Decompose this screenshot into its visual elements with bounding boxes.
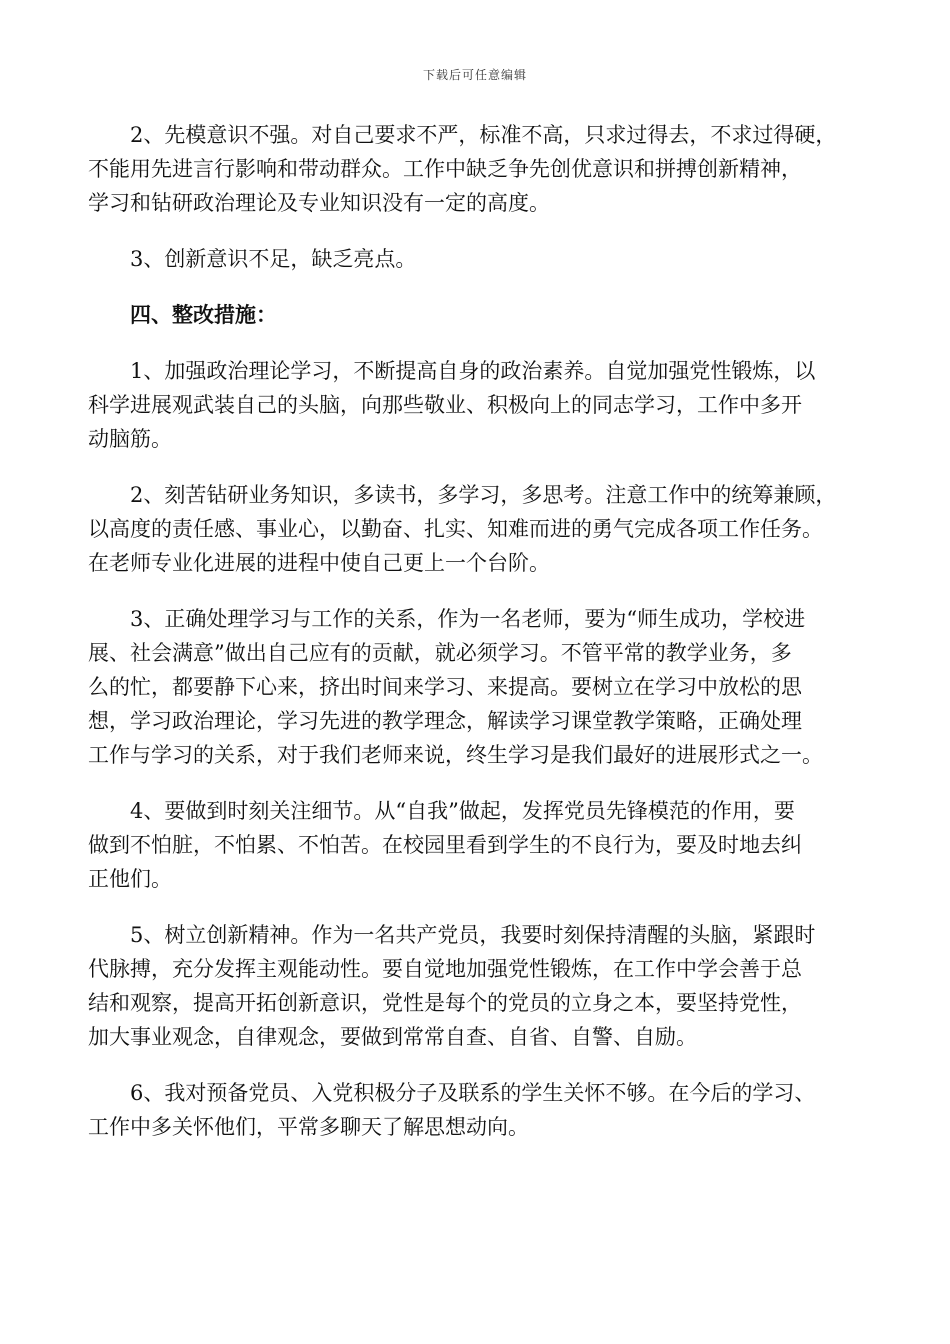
text-line: 1、加强政治理论学习，不断提高自身的政治素养。自觉加强党性锻炼，以 — [130, 359, 816, 383]
paragraph-problem-3 — [88, 242, 864, 276]
section-heading: 四、整改措施： — [130, 302, 277, 327]
text-line: 6、我对预备党员、入党积极分子及联系的学生关怀不够。在今后的学习、 — [130, 1081, 816, 1105]
text-line: 2、先模意识不强。对自己要求不严，标准不高，只求过得去，不求过得硬， — [130, 123, 837, 147]
paragraph-problem-2 — [88, 118, 864, 220]
paragraph-measure-2 — [88, 478, 864, 580]
page-header-note: 下载后可任意编辑 — [422, 68, 527, 82]
text-line: 么的忙，都要静下心来，挤出时间来学习、来提高。要树立在学习中放松的思 — [88, 675, 802, 699]
text-line: 科学进展观武装自己的头脑，向那些敬业、积极向上的同志学习，工作中多开 — [88, 393, 802, 417]
text-line: 2、刻苦钻研业务知识，多读书，多学习，多思考。注意工作中的统筹兼顾， — [130, 483, 837, 507]
text-line: 不能用先进言行影响和带动群众。工作中缺乏争先创优意识和拼搏创新精神， — [88, 157, 802, 181]
document-body — [88, 118, 864, 1166]
paragraph-measure-5 — [88, 918, 864, 1054]
text-line: 加大事业观念，自律观念，要做到常常自查、自省、自警、自励。 — [88, 1025, 697, 1049]
text-line: 结和观察，提高开拓创新意识，党性是每个的党员的立身之本，要坚持党性， — [88, 991, 802, 1015]
paragraph-measure-3 — [88, 602, 864, 772]
text-line: 做到不怕脏，不怕累、不怕苦。在校园里看到学生的不良行为，要及时地去纠 — [88, 833, 802, 857]
text-line: 正他们。 — [88, 867, 172, 891]
text-line: 4、要做到时刻关注细节。从“自我”做起，发挥党员先锋模范的作用，要 — [130, 799, 795, 823]
text-line: 3、创新意识不足，缺乏亮点。 — [130, 247, 417, 271]
text-line: 动脑筋。 — [88, 427, 172, 451]
text-line: 想，学习政治理论，学习先进的教学理念，解读学习课堂教学策略，正确处理 — [88, 709, 802, 733]
paragraph-measure-6 — [88, 1076, 864, 1144]
text-line: 5、树立创新精神。作为一名共产党员，我要时刻保持清醒的头脑，紧跟时 — [130, 923, 816, 947]
text-line: 3、正确处理学习与工作的关系，作为一名老师，要为“师生成功，学校进 — [130, 607, 806, 631]
text-line: 展、社会满意”做出自己应有的贡献，就必须学习。不管平常的教学业务，多 — [88, 641, 792, 665]
paragraph-measure-4 — [88, 794, 864, 896]
text-line: 学习和钻研政治理论及专业知识没有一定的高度。 — [88, 191, 550, 215]
text-line: 代脉搏，充分发挥主观能动性。要自觉地加强党性锻炼，在工作中学会善于总 — [88, 957, 802, 981]
text-line: 工作与学习的关系，对于我们老师来说，终生学习是我们最好的进展形式之一。 — [88, 743, 823, 767]
text-line: 以高度的责任感、事业心，以勤奋、扎实、知难而进的勇气完成各项工作任务。 — [88, 517, 823, 541]
paragraph-measure-1 — [88, 354, 864, 456]
text-line: 在老师专业化进展的进程中使自己更上一个台阶。 — [88, 551, 550, 575]
text-line: 工作中多关怀他们，平常多聊天了解思想动向。 — [88, 1115, 529, 1139]
